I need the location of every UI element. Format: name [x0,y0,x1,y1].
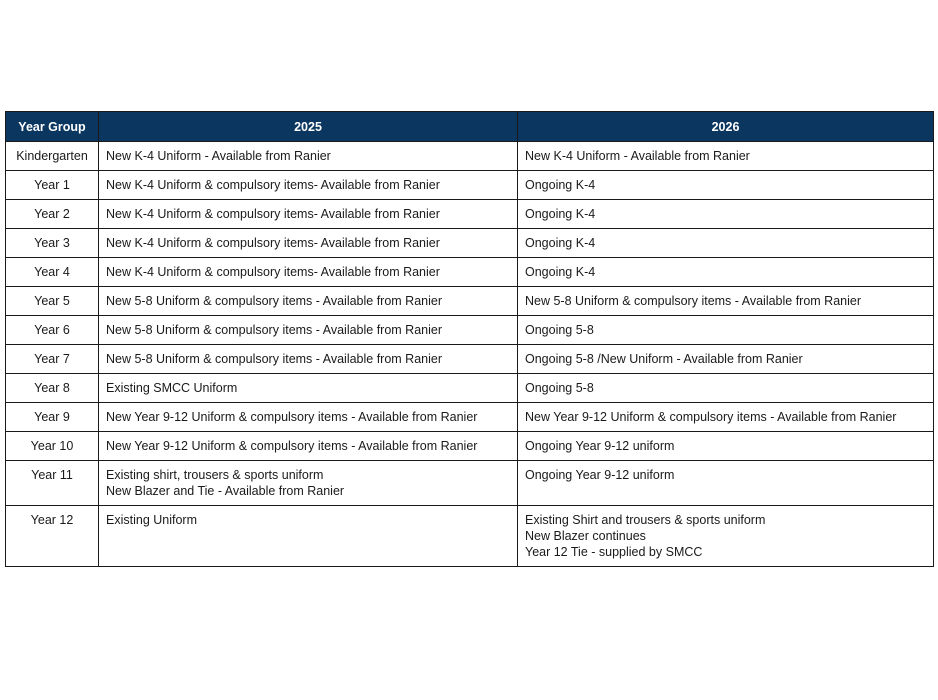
cell-text-line: New 5-8 Uniform & compulsory items - Available from Ranier [106,294,442,308]
cell-2025 [99,258,518,287]
table-row [6,403,934,432]
cell-2026 [518,461,934,506]
cell-text-line: New K-4 Uniform & compulsory items- Available from Ranier [106,236,440,250]
cell-text-line: New Year 9-12 Uniform & compulsory items - Available from Ranier [525,410,897,424]
cell-2025 [99,403,518,432]
header-2026: 2026 [518,112,934,142]
cell-2026 [518,258,934,287]
header-year-group: Year Group [6,112,99,142]
cell-text-line: New Blazer continues [525,529,646,543]
cell-text-line: Existing SMCC Uniform [106,381,238,395]
year-group-cell: Year 6 [6,316,99,345]
cell-text-line: Existing Shirt and trousers & sports uniform [525,513,766,527]
cell-2025 [99,287,518,316]
year-group-cell: Year 1 [6,171,99,200]
year-group-cell: Year 4 [6,258,99,287]
table-header-row [6,112,934,142]
year-group-cell: Year 8 [6,374,99,403]
cell-text-line: New 5-8 Uniform & compulsory items - Available from Ranier [106,352,442,366]
table-row [6,171,934,200]
cell-text-line: Ongoing 5-8 [525,323,594,337]
table-row [6,432,934,461]
cell-2026 [518,287,934,316]
cell-text-line: Ongoing K-4 [525,236,596,250]
cell-text-line: New Blazer and Tie - Available from Ranier [106,484,345,498]
cell-text-line: New 5-8 Uniform & compulsory items - Available from Ranier [106,323,442,337]
cell-text-line: New K-4 Uniform - Available from Ranier [106,149,331,163]
cell-2025 [99,142,518,171]
cell-text-line: Year 12 Tie - supplied by SMCC [525,545,703,559]
cell-2026 [518,200,934,229]
cell-text-line: New K-4 Uniform & compulsory items- Available from Ranier [106,178,440,192]
cell-2026 [518,374,934,403]
cell-2025 [99,171,518,200]
cell-text-line: New K-4 Uniform & compulsory items- Available from Ranier [106,207,440,221]
cell-2026 [518,171,934,200]
table-row [6,461,934,506]
cell-2025 [99,506,518,567]
header-2025: 2025 [99,112,518,142]
cell-text-line: Ongoing K-4 [525,178,596,192]
table-row [6,374,934,403]
cell-text-line: New K-4 Uniform & compulsory items- Available from Ranier [106,265,440,279]
cell-text-line: Ongoing 5-8 /New Uniform - Available from Ranier [525,352,803,366]
table-row [6,142,934,171]
cell-text-line: New Year 9-12 Uniform & compulsory items - Available from Ranier [106,439,478,453]
cell-text-line: New 5-8 Uniform & compulsory items - Available from Ranier [525,294,861,308]
year-group-cell: Year 5 [6,287,99,316]
year-group-cell: Kindergarten [6,142,99,171]
cell-text-line: Existing shirt, trousers & sports uniform [106,468,324,482]
uniform-transition-table [5,111,934,567]
cell-2026 [518,506,934,567]
cell-2025 [99,374,518,403]
year-group-cell: Year 3 [6,229,99,258]
table-row [6,258,934,287]
table-row [6,316,934,345]
cell-2026 [518,229,934,258]
year-group-cell: Year 2 [6,200,99,229]
cell-2026 [518,432,934,461]
cell-2025 [99,229,518,258]
cell-2026 [518,316,934,345]
year-group-cell: Year 11 [6,461,99,506]
cell-text-line: Ongoing K-4 [525,265,596,279]
cell-text-line: Ongoing 5-8 [525,381,594,395]
table-row [6,506,934,567]
year-group-cell: Year 9 [6,403,99,432]
cell-2026 [518,403,934,432]
cell-2026 [518,345,934,374]
table-row [6,287,934,316]
table-row [6,345,934,374]
year-group-cell: Year 12 [6,506,99,567]
table-row [6,229,934,258]
table-row [6,200,934,229]
table-body [6,142,934,567]
cell-text-line: Existing Uniform [106,513,197,527]
cell-2026 [518,142,934,171]
year-group-cell: Year 7 [6,345,99,374]
cell-text-line: Ongoing K-4 [525,207,596,221]
cell-2025 [99,200,518,229]
cell-text-line: New K-4 Uniform - Available from Ranier [525,149,750,163]
cell-2025 [99,432,518,461]
cell-text-line: Ongoing Year 9-12 uniform [525,439,675,453]
cell-2025 [99,316,518,345]
cell-text-line: Ongoing Year 9-12 uniform [525,468,675,482]
cell-text-line: New Year 9-12 Uniform & compulsory items - Available from Ranier [106,410,478,424]
cell-2025 [99,345,518,374]
cell-2025 [99,461,518,506]
year-group-cell: Year 10 [6,432,99,461]
